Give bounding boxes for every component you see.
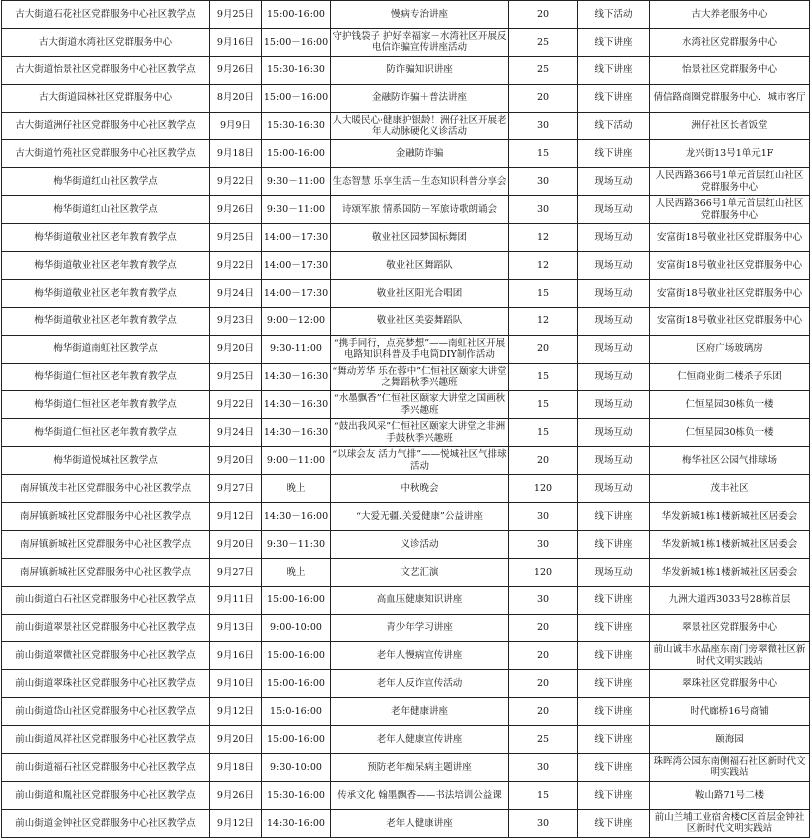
venue-name-cell: 前山街道翠珠社区党群服务中心社区教学点 — [2, 670, 210, 698]
format-cell: 线下讲座 — [578, 614, 650, 642]
date-cell: 9月26日 — [210, 196, 262, 224]
venue-name-cell: 南屏镇茂丰社区党群服务中心社区教学点 — [2, 475, 210, 503]
format-cell: 线下讲座 — [578, 670, 650, 698]
topic-cell: 敬业社区舞蹈队 — [331, 252, 509, 280]
date-cell: 8月20日 — [210, 84, 262, 112]
venue-name-cell: 前山街道岱山社区党群服务中心社区教学点 — [2, 698, 210, 726]
topic-cell: 防诈骗知识讲座 — [331, 56, 509, 84]
date-cell: 9月9日 — [210, 112, 262, 140]
format-cell: 现场互动 — [578, 363, 650, 391]
location-cell: 区府广场玻璃房 — [650, 335, 810, 363]
participants-cell: 15 — [509, 279, 578, 307]
topic-cell: “携手同行，点亮梦想”——南虹社区开展电路知识科普及手电筒DIY制作活动 — [331, 335, 509, 363]
table-row — [2, 781, 810, 809]
venue-name-cell: 梅华街道敬业社区老年教育教学点 — [2, 252, 210, 280]
participants-cell: 20 — [509, 1, 578, 29]
participants-cell: 12 — [509, 252, 578, 280]
table-row — [2, 391, 810, 419]
format-cell: 线下讲座 — [578, 809, 650, 837]
location-cell: 古大养老服务中心 — [650, 1, 810, 29]
date-cell: 9月11日 — [210, 586, 262, 614]
location-cell: 华发新城1栋1楼新城社区居委会 — [650, 558, 810, 586]
table-row — [2, 224, 810, 252]
table-row — [2, 252, 810, 280]
venue-name-cell: 古大街道竹苑社区党群服务中心社区教学点 — [2, 140, 210, 168]
location-cell: 华发新城1栋1楼新城社区居委会 — [650, 503, 810, 531]
format-cell: 线下讲座 — [578, 503, 650, 531]
table-row — [2, 614, 810, 642]
date-cell: 9月16日 — [210, 28, 262, 56]
location-cell: 龙兴街13号1单元1F — [650, 140, 810, 168]
participants-cell: 20 — [509, 335, 578, 363]
format-cell: 线下讲座 — [578, 754, 650, 782]
table-row — [2, 1, 810, 29]
time-cell: 15:30-16:30 — [262, 56, 331, 84]
location-cell: 安富街18号敬业社区党群服务中心 — [650, 224, 810, 252]
location-cell: 颐海园 — [650, 726, 810, 754]
venue-name-cell: 梅华街道仁恒社区老年教育教学点 — [2, 391, 210, 419]
participants-cell: 15 — [509, 363, 578, 391]
date-cell: 9月16日 — [210, 642, 262, 670]
location-cell: 茂丰社区 — [650, 475, 810, 503]
date-cell: 9月25日 — [210, 1, 262, 29]
format-cell: 现场互动 — [578, 419, 650, 447]
date-cell: 9月25日 — [210, 224, 262, 252]
time-cell: 14:30－16:30 — [262, 419, 331, 447]
format-cell: 现场互动 — [578, 335, 650, 363]
table-row — [2, 754, 810, 782]
location-cell: 仁恒商业街二楼杀子乐团 — [650, 363, 810, 391]
table-row — [2, 335, 810, 363]
location-cell: 仁恒星园30栋负一楼 — [650, 391, 810, 419]
format-cell: 现场互动 — [578, 447, 650, 475]
venue-name-cell: 前山街道白石社区党群服务中心社区教学点 — [2, 586, 210, 614]
location-cell: 水湾社区党群服务中心 — [650, 28, 810, 56]
time-cell: 15:00-16:00 — [262, 726, 331, 754]
location-cell: 安富街18号敬业社区党群服务中心 — [650, 252, 810, 280]
topic-cell: 义诊活动 — [331, 530, 509, 558]
format-cell: 现场互动 — [578, 558, 650, 586]
date-cell: 9月22日 — [210, 391, 262, 419]
format-cell: 线下讲座 — [578, 781, 650, 809]
time-cell: 14:00－17:30 — [262, 252, 331, 280]
participants-cell: 20 — [509, 670, 578, 698]
venue-name-cell: 南屏镇新城社区党群服务中心社区教学点 — [2, 503, 210, 531]
topic-cell: 人大暖民心·健康护银龄！洲仔社区开展老年人动脉硬化义诊活动 — [331, 112, 509, 140]
topic-cell: 金融防诈骗＋普法讲座 — [331, 84, 509, 112]
format-cell: 现场互动 — [578, 196, 650, 224]
date-cell: 9月22日 — [210, 252, 262, 280]
participants-cell: 12 — [509, 224, 578, 252]
format-cell: 线下讲座 — [578, 642, 650, 670]
date-cell: 9月12日 — [210, 809, 262, 837]
time-cell: 15:00-16:00 — [262, 670, 331, 698]
topic-cell: 慢病专治讲座 — [331, 1, 509, 29]
location-cell: 人民西路366号1单元首层红山社区党群服务中心 — [650, 196, 810, 224]
format-cell: 现场互动 — [578, 252, 650, 280]
time-cell: 9:30－11:00 — [262, 168, 331, 196]
venue-name-cell: 梅华街道红山社区教学点 — [2, 168, 210, 196]
date-cell: 9月18日 — [210, 754, 262, 782]
format-cell: 现场互动 — [578, 307, 650, 335]
participants-cell: 30 — [509, 530, 578, 558]
format-cell: 现场互动 — [578, 224, 650, 252]
time-cell: 14:00－17:30 — [262, 224, 331, 252]
time-cell: 晚上 — [262, 475, 331, 503]
table-row — [2, 586, 810, 614]
time-cell: 15:00－16:00 — [262, 28, 331, 56]
time-cell: 14:30－16:00 — [262, 503, 331, 531]
format-cell: 现场互动 — [578, 475, 650, 503]
topic-cell: 文艺汇演 — [331, 558, 509, 586]
topic-cell: 老年人健康讲座 — [331, 809, 509, 837]
time-cell: 9:30－11:00 — [262, 196, 331, 224]
date-cell: 9月20日 — [210, 530, 262, 558]
time-cell: 9:00－12:00 — [262, 307, 331, 335]
time-cell: 9:00－11:00 — [262, 447, 331, 475]
topic-cell: 老年健康讲座 — [331, 698, 509, 726]
participants-cell: 20 — [509, 642, 578, 670]
venue-name-cell: 梅华街道红山社区教学点 — [2, 196, 210, 224]
time-cell: 14:30－16:30 — [262, 391, 331, 419]
topic-cell: 诗颂军旅 情系国防－军旅诗歌朗诵会 — [331, 196, 509, 224]
venue-name-cell: 南屏镇新城社区党群服务中心社区教学点 — [2, 558, 210, 586]
table-row — [2, 809, 810, 837]
time-cell: 15:30-16:00 — [262, 781, 331, 809]
topic-cell: 老年人慢病宣传讲座 — [331, 642, 509, 670]
table-row — [2, 56, 810, 84]
participants-cell: 120 — [509, 558, 578, 586]
topic-cell: 青少年学习讲座 — [331, 614, 509, 642]
date-cell: 9月25日 — [210, 363, 262, 391]
topic-cell: 中秋晚会 — [331, 475, 509, 503]
participants-cell: 120 — [509, 475, 578, 503]
date-cell: 9月23日 — [210, 307, 262, 335]
participants-cell: 30 — [509, 586, 578, 614]
venue-name-cell: 梅华街道敬业社区老年教育教学点 — [2, 279, 210, 307]
participants-cell: 30 — [509, 196, 578, 224]
time-cell: 15:0-16:00 — [262, 698, 331, 726]
location-cell: 倩信路商圈党群服务中心．城市客厅 — [650, 84, 810, 112]
topic-cell: 守护钱袋子 护好幸福家－水湾社区开展反电信诈骗宣传讲座活动 — [331, 28, 509, 56]
time-cell: 9:30-11:00 — [262, 335, 331, 363]
venue-name-cell: 南屏镇新城社区党群服务中心社区教学点 — [2, 530, 210, 558]
venue-name-cell: 梅华街道仁恒社区老年教育教学点 — [2, 419, 210, 447]
topic-cell: 预防老年痴呆病主题讲座 — [331, 754, 509, 782]
topic-cell: 敬业社区园梦国标舞团 — [331, 224, 509, 252]
time-cell: 14:30-16:00 — [262, 809, 331, 837]
venue-name-cell: 梅华街道敬业社区老年教育教学点 — [2, 224, 210, 252]
participants-cell: 20 — [509, 447, 578, 475]
venue-name-cell: 前山街道福石社区党群服务中心社区教学点 — [2, 754, 210, 782]
location-cell: 安富街18号敬业社区党群服务中心 — [650, 307, 810, 335]
table-row — [2, 558, 810, 586]
venue-name-cell: 古大街道石花社区党群服务中心社区教学点 — [2, 1, 210, 29]
venue-name-cell: 古大街道怡景社区党群服务中心社区教学点 — [2, 56, 210, 84]
location-cell: 梅华社区公园气排球场 — [650, 447, 810, 475]
location-cell: 翠珠社区党群服务中心 — [650, 670, 810, 698]
venue-name-cell: 古大街道园林社区党群服务中心 — [2, 84, 210, 112]
participants-cell: 15 — [509, 140, 578, 168]
participants-cell: 30 — [509, 754, 578, 782]
topic-cell: “舞动芳华 乐在蓉中”仁恒社区颐家大讲堂之舞蹈秋季兴趣班 — [331, 363, 509, 391]
time-cell: 14:00－17:30 — [262, 279, 331, 307]
topic-cell: 敬业社区美姿舞蹈队 — [331, 307, 509, 335]
table-row — [2, 419, 810, 447]
date-cell: 9月22日 — [210, 168, 262, 196]
date-cell: 9月27日 — [210, 558, 262, 586]
location-cell: 华发新城1栋1楼新城社区居委会 — [650, 530, 810, 558]
location-cell: 鞍山路71号二楼 — [650, 781, 810, 809]
table-row — [2, 112, 810, 140]
date-cell: 9月12日 — [210, 698, 262, 726]
participants-cell: 25 — [509, 56, 578, 84]
date-cell: 9月26日 — [210, 56, 262, 84]
venue-name-cell: 梅华街道仁恒社区老年教育教学点 — [2, 363, 210, 391]
topic-cell: 高血压健康知识讲座 — [331, 586, 509, 614]
date-cell: 9月24日 — [210, 419, 262, 447]
format-cell: 线下讲座 — [578, 726, 650, 754]
participants-cell: 15 — [509, 391, 578, 419]
participants-cell: 20 — [509, 698, 578, 726]
format-cell: 线下讲座 — [578, 586, 650, 614]
time-cell: 14:30－16:30 — [262, 363, 331, 391]
venue-name-cell: 前山街道和胤社区党群服务中心社区教学点 — [2, 781, 210, 809]
activity-table-body — [2, 1, 810, 838]
date-cell: 9月13日 — [210, 614, 262, 642]
table-row — [2, 363, 810, 391]
table-row — [2, 503, 810, 531]
location-cell: 人民西路366号1单元首层红山社区党群服务中心 — [650, 168, 810, 196]
format-cell: 现场互动 — [578, 391, 650, 419]
participants-cell: 30 — [509, 112, 578, 140]
participants-cell: 20 — [509, 614, 578, 642]
format-cell: 线下讲座 — [578, 84, 650, 112]
location-cell: 洲仔社区长者饭堂 — [650, 112, 810, 140]
topic-cell: “以球会友 活力气排”——悦城社区气排球活动 — [331, 447, 509, 475]
format-cell: 现场互动 — [578, 279, 650, 307]
location-cell: 前山兰埔工业宿舍楼C区首层金钟社区新时代文明实践站 — [650, 809, 810, 837]
activity-table — [1, 0, 810, 838]
format-cell: 线下讲座 — [578, 140, 650, 168]
topic-cell: “鼓出我风采”仁恒社区颐家大讲堂之非洲手鼓秋季兴趣班 — [331, 419, 509, 447]
participants-cell: 20 — [509, 84, 578, 112]
date-cell: 9月12日 — [210, 503, 262, 531]
location-cell: 九洲大道西3033号28栋首层 — [650, 586, 810, 614]
venue-name-cell: 前山街道翠微社区党群服务中心社区教学点 — [2, 642, 210, 670]
date-cell: 9月27日 — [210, 475, 262, 503]
format-cell: 线下讲座 — [578, 28, 650, 56]
date-cell: 9月24日 — [210, 279, 262, 307]
topic-cell: 金融防诈骗 — [331, 140, 509, 168]
venue-name-cell: 梅华街道敬业社区老年教育教学点 — [2, 307, 210, 335]
table-row — [2, 670, 810, 698]
table-row — [2, 196, 810, 224]
participants-cell: 15 — [509, 781, 578, 809]
date-cell: 9月18日 — [210, 140, 262, 168]
participants-cell: 12 — [509, 307, 578, 335]
table-row — [2, 642, 810, 670]
venue-name-cell: 前山街道凤祥社区党群服务中心社区教学点 — [2, 726, 210, 754]
table-row — [2, 140, 810, 168]
venue-name-cell: 前山街道金钟社区党群服务中心社区教学点 — [2, 809, 210, 837]
participants-cell: 25 — [509, 28, 578, 56]
participants-cell: 30 — [509, 168, 578, 196]
date-cell: 9月10日 — [210, 670, 262, 698]
format-cell: 现场互动 — [578, 168, 650, 196]
location-cell: 翠景社区党群服务中心 — [650, 614, 810, 642]
topic-cell: 传承文化 翰墨飘香——书法培训公益课 — [331, 781, 509, 809]
participants-cell: 25 — [509, 726, 578, 754]
venue-name-cell: 前山街道翠景社区党群服务中心社区教学点 — [2, 614, 210, 642]
venue-name-cell: 古大街道洲仔社区党群服务中心社区教学点 — [2, 112, 210, 140]
topic-cell: “水墨飘香”仁恒社区颐家大讲堂之国画秋季兴趣班 — [331, 391, 509, 419]
venue-name-cell: 古大街道水湾社区党群服务中心 — [2, 28, 210, 56]
participants-cell: 30 — [509, 503, 578, 531]
time-cell: 15:00-16:00 — [262, 1, 331, 29]
time-cell: 15:00-16:00 — [262, 642, 331, 670]
table-row — [2, 530, 810, 558]
location-cell: 安富街18号敬业社区党群服务中心 — [650, 279, 810, 307]
format-cell: 线下讲座 — [578, 56, 650, 84]
time-cell: 晚上 — [262, 558, 331, 586]
date-cell: 9月26日 — [210, 781, 262, 809]
venue-name-cell: 梅华街道悦城社区教学点 — [2, 447, 210, 475]
date-cell: 9月20日 — [210, 726, 262, 754]
location-cell: 仁恒星园30栋负一楼 — [650, 419, 810, 447]
table-row — [2, 475, 810, 503]
time-cell: 15:00－16:00 — [262, 84, 331, 112]
time-cell: 15:30-16:30 — [262, 112, 331, 140]
table-row — [2, 84, 810, 112]
location-cell: 怡景社区党群服务中心 — [650, 56, 810, 84]
topic-cell: 敬业社区阳光合唱团 — [331, 279, 509, 307]
participants-cell: 15 — [509, 419, 578, 447]
location-cell: 时代廊桥16号商铺 — [650, 698, 810, 726]
date-cell: 9月20日 — [210, 335, 262, 363]
format-cell: 线下讲座 — [578, 530, 650, 558]
time-cell: 9:30-10:00 — [262, 754, 331, 782]
venue-name-cell: 梅华街道南虹社区教学点 — [2, 335, 210, 363]
format-cell: 线下活动 — [578, 1, 650, 29]
time-cell: 9:30－11:30 — [262, 530, 331, 558]
table-row — [2, 307, 810, 335]
table-row — [2, 698, 810, 726]
time-cell: 15:00-16:00 — [262, 586, 331, 614]
location-cell: 前山诚丰水晶座东南门旁翠微社区新时代文明实践站 — [650, 642, 810, 670]
topic-cell: 老年人反诈宣传活动 — [331, 670, 509, 698]
table-row — [2, 279, 810, 307]
topic-cell: “大爱无疆.关爱健康”公益讲座 — [331, 503, 509, 531]
table-row — [2, 168, 810, 196]
date-cell: 9月20日 — [210, 447, 262, 475]
topic-cell: 生态智慧 乐享生活－生态知识科普分享会 — [331, 168, 509, 196]
format-cell: 线下讲座 — [578, 698, 650, 726]
table-row — [2, 726, 810, 754]
time-cell: 15:00-16:00 — [262, 140, 331, 168]
location-cell: 珠晖湾公园东南侧福石社区新时代文明实践站 — [650, 754, 810, 782]
participants-cell: 30 — [509, 809, 578, 837]
format-cell: 线下活动 — [578, 112, 650, 140]
time-cell: 9:00-10:00 — [262, 614, 331, 642]
topic-cell: 老年人健康宣传讲座 — [331, 726, 509, 754]
table-row — [2, 447, 810, 475]
table-row — [2, 28, 810, 56]
